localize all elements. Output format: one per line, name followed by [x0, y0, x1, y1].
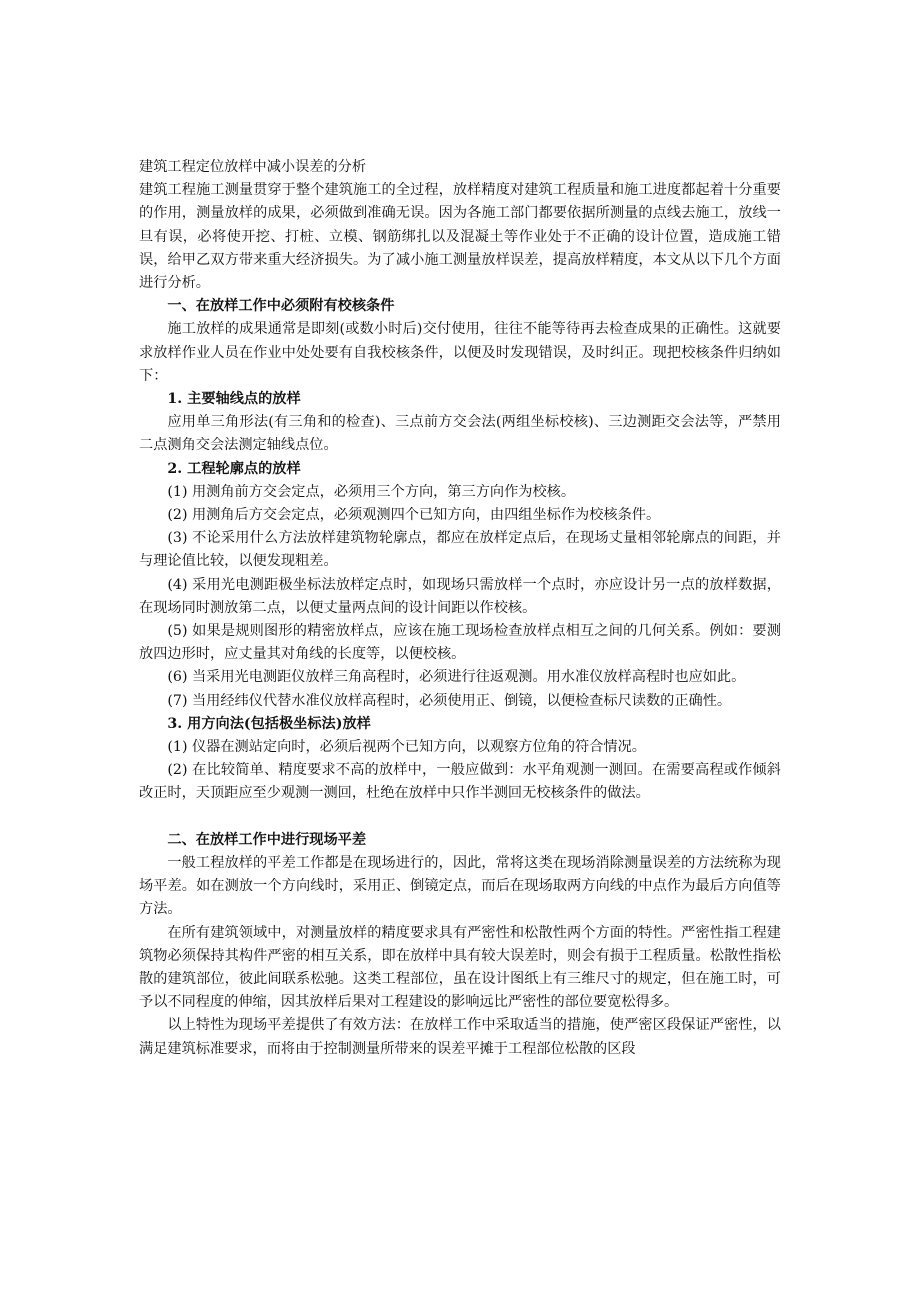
subsection-1-heading: 1. 主要轴线点的放样 — [167, 391, 301, 408]
list-item: (4) 采用光电测距极坐标法放样定点时，如现场只需放样一个点时，亦应设计另一点的放样数据，在现场同时测放第二点，以便丈量两点间的设计间距以作校核。 — [139, 576, 781, 616]
list-item: (1) 仪器在测站定向时，必须后视两个已知方向，以观察方位角的符合情况。 — [167, 739, 646, 756]
list-item: (2) 在比较简单、精度要求不高的放样中，一般应做到：水平角观测一测回。在需要高程或作倾斜改正时，天顶距应至少观测一测回，杜绝在放样中只作半测回无校核条件的做法。 — [139, 762, 781, 802]
list-item: (5) 如果是规则图形的精密放样点，应该在施工现场检查放样点相互之间的几何关系。例如：要测放四边形时，应丈量其对角线的长度等，以便校核。 — [139, 623, 781, 663]
intro-paragraph: 建筑工程施工测量贯穿于整个建筑施工的全过程，放样精度对建筑工程质量和施工进度都起着十分重要的作用，测量放样的成果，必须做到准确无误。因为各施工部门都要依据所测量的点线去施工，放线一旦有误，必将使开挖、打桩、立模、钢筋绑扎以及混凝土等作业处于不正确的设计位置，造成施工错误，给甲乙双方带来重大经济损失。为了减小施工测量放样误差，提高放样精度，本文从以下几个方面进行分析。 — [139, 182, 781, 292]
subsection-1-paragraph: 应用单三角形法(有三角和的检查)、三点前方交会法(两组坐标校核)、三边测距交会法等，严禁用二点测角交会法测定轴线点位。 — [139, 414, 781, 454]
list-item: (3) 不论采用什么方法放样建筑物轮廓点，都应在放样定点后，在现场丈量相邻轮廓点的间距，并与理论值比较，以便发现粗差。 — [139, 530, 781, 570]
section-1-paragraph: 施工放样的成果通常是即刻(或数小时后)交付使用，往往不能等待再去检查成果的正确性。这就要求放样作业人员在作业中处处要有自我校核条件，以便及时发现错误，及时纠正。现把校核条件归纳如下： — [139, 321, 781, 384]
list-item: (6) 当采用光电测距仪放样三角高程时，必须进行往返观测。用水准仪放样高程时也应如此。 — [167, 669, 746, 686]
section-2-paragraph: 在所有建筑领域中，对测量放样的精度要求具有严密性和松散性两个方面的特性。严密性指工程建筑物必须保持其构件严密的相互关系，即在放样中具有较大误差时，则会有损于工程质量。松散性指松散的建筑部位，彼此间联系松驰。这类工程部位，虽在设计图纸上有三维尺寸的规定，但在施工时，可予以不同程度的伸缩，因其放样后果对工程建设的影响远比严密性的部位要宽松得多。 — [139, 924, 781, 1011]
subsection-3-heading: 3. 用方向法(包括极坐标法)放样 — [167, 715, 371, 732]
section-2-paragraph: 一般工程放样的平差工作都是在现场进行的，因此，常将这类在现场消除测量误差的方法统称为现场平差。如在测放一个方向线时，采用正、倒镜定点，而后在现场取两方向线的中点作为最后方向值等方法。 — [139, 854, 781, 918]
blank-line — [139, 806, 781, 829]
list-item: (7) 当用经纬仪代替水准仪放样高程时，必须使用正、倒镜，以便检查标尺读数的正确性。 — [167, 692, 732, 709]
document-page — [139, 156, 781, 1061]
list-item: (1) 用测角前方交会定点，必须用三个方向，第三方向作为校核。 — [167, 483, 576, 500]
section-2-heading: 二、在放样工作中进行现场平差 — [167, 831, 367, 848]
doc-title: 建筑工程定位放样中减小误差的分析 — [139, 159, 367, 175]
subsection-2-heading: 2. 工程轮廓点的放样 — [167, 460, 301, 477]
list-item: (2) 用测角后方交会定点，必须观测四个已知方向，由四组坐标作为校核条件。 — [167, 507, 661, 524]
section-1-heading: 一、在放样工作中必须附有校核条件 — [167, 298, 395, 315]
section-2-paragraph: 以上特性为现场平差提供了有效方法：在放样工作中采取适当的措施，使严密区段保证严密性，以满足建筑标准要求，而将由于控制测量所带来的误差平摊于工程部位松散的区段 — [139, 1017, 781, 1057]
